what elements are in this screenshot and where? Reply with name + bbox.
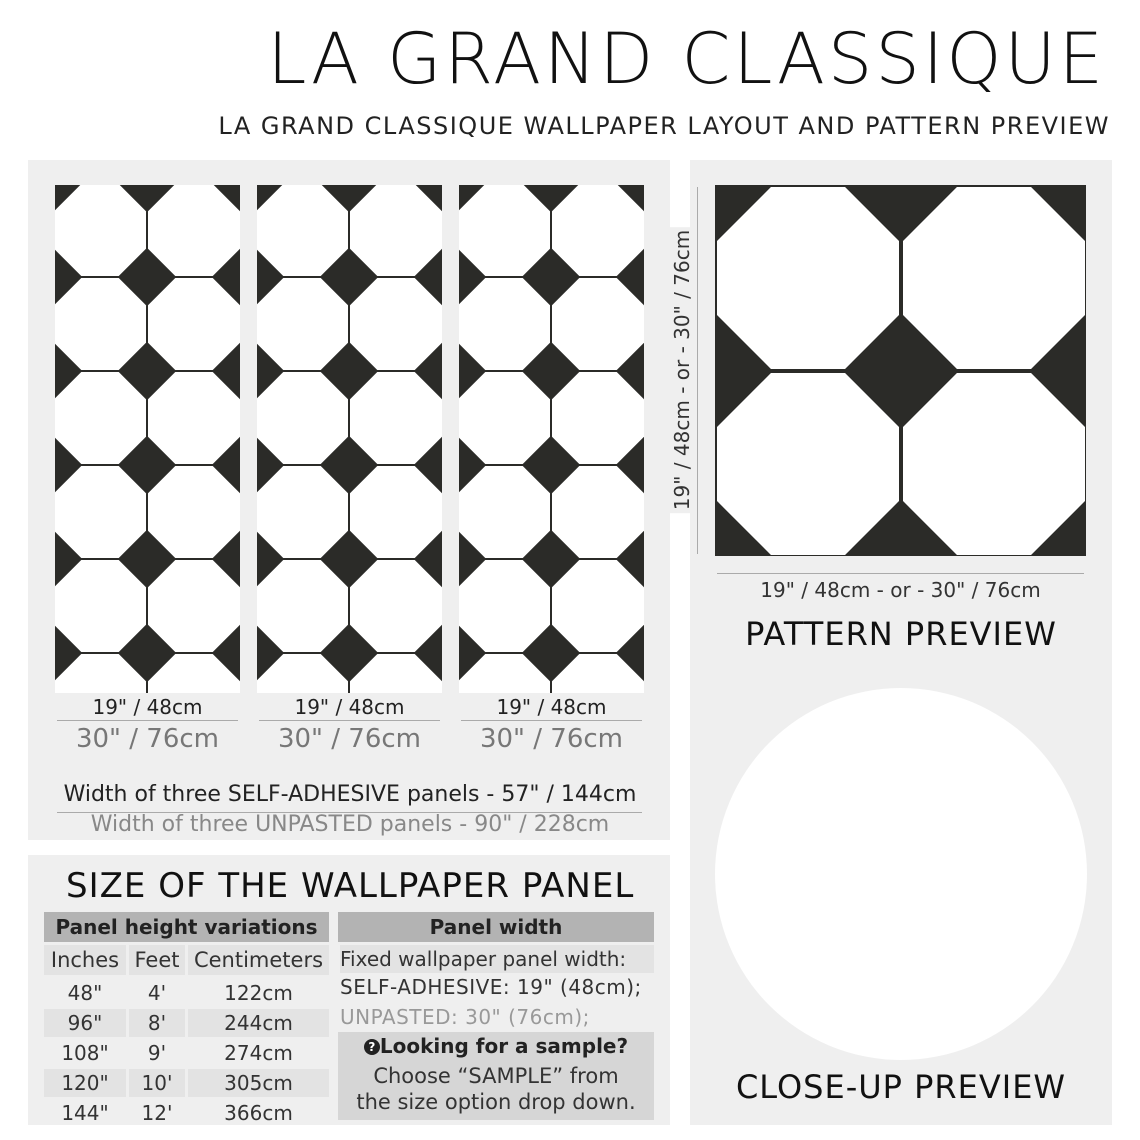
page-subtitle: LA GRAND CLASSIQUE WALLPAPER LAYOUT AND PATTERN PREVIEW (218, 112, 1110, 140)
octagon-tile (257, 466, 348, 558)
horizontal-dim-line (717, 573, 1084, 574)
octagon-tile (257, 185, 348, 276)
wallpaper-panel-2 (257, 185, 442, 693)
panel-self-adhesive-width: 19" / 48cm (496, 695, 607, 719)
height-table-cell: 366cm (224, 1101, 293, 1125)
width-line-fixed: Fixed wallpaper panel width: (340, 945, 654, 973)
height-table-cell: 96" (44, 1009, 126, 1037)
panel-self-adhesive-width: 19" / 48cm (92, 695, 203, 719)
unpasted-total-width: Width of three UNPASTED panels - 90" / 228cm (90, 812, 610, 837)
octagon-tile (459, 278, 550, 370)
octagon-tile (350, 185, 442, 276)
dim-line (259, 720, 440, 721)
height-table-cell: 48" (67, 981, 103, 1005)
octagon-tile (903, 187, 1085, 369)
pattern-preview-label: PATTERN PREVIEW (745, 615, 1057, 653)
height-table-cell: 144" (61, 1101, 109, 1125)
vertical-dim-line (697, 187, 698, 554)
octagon-tile (257, 372, 348, 464)
octagon-tile (350, 278, 442, 370)
octagon-tile (717, 373, 899, 555)
height-table-header: Panel height variations (44, 912, 329, 942)
height-table-cell: 12' (141, 1101, 173, 1125)
octagon-tile (55, 466, 146, 558)
octagon-tile (350, 466, 442, 558)
width-box-header: Panel width (338, 912, 654, 942)
octagon-tile (552, 466, 644, 558)
height-table-cell: 9' (147, 1041, 167, 1065)
wallpaper-panel-3 (459, 185, 644, 693)
col-header-inches: Inches (44, 945, 126, 975)
octagon-tile (55, 278, 146, 370)
height-table-cell: 305cm (188, 1069, 329, 1097)
octagon-tile (148, 372, 240, 464)
octagon-tile (552, 560, 644, 652)
height-table-cell: 4' (147, 981, 167, 1005)
panel-unpasted-width: 30" / 76cm (277, 724, 422, 754)
sample-title-text: Looking for a sample? (379, 1034, 629, 1058)
octagon-tile (459, 372, 550, 464)
height-table-cell: 244cm (188, 1009, 329, 1037)
self-adhesive-total-width: Width of three SELF-ADHESIVE panels - 57" / 144cm (63, 782, 637, 807)
height-table-cell: 108" (61, 1041, 109, 1065)
panel-self-adhesive-width: 19" / 48cm (294, 695, 405, 719)
wallpaper-panel-1 (55, 185, 240, 693)
col-header-feet: Feet (129, 945, 185, 975)
height-table-cell: 274cm (224, 1041, 293, 1065)
closeup-preview-circle (715, 688, 1087, 1060)
closeup-preview-label: CLOSE-UP PREVIEW (735, 1068, 1067, 1106)
page-title: LA GRAND CLASSIQUE (267, 18, 1106, 100)
octagon-tile (350, 372, 442, 464)
octagon-tile (350, 560, 442, 652)
octagon-tile (552, 372, 644, 464)
width-line-unpasted: UNPASTED: 30" (76cm); (340, 1005, 590, 1029)
pattern-preview-tile (715, 185, 1086, 556)
horizontal-dim-label: 19" / 48cm - or - 30" / 76cm (760, 578, 1041, 602)
octagon-tile (459, 560, 550, 652)
octagon-tile (459, 185, 550, 276)
height-table-cell: 8' (129, 1009, 185, 1037)
col-header-centimeters: Centimeters (188, 945, 329, 975)
width-line-self-adhesive: SELF-ADHESIVE: 19" (48cm); (340, 975, 642, 999)
octagon-tile (552, 278, 644, 370)
size-section-title: SIZE OF THE WALLPAPER PANEL (66, 866, 635, 906)
octagon-tile (903, 373, 1085, 555)
sample-line-2: the size option drop down. (356, 1090, 636, 1114)
height-table-cell: 10' (129, 1069, 185, 1097)
octagon-tile (148, 278, 240, 370)
vertical-dim-label: 19" / 48cm - or - 30" / 76cm (670, 227, 694, 513)
octagon-tile (55, 560, 146, 652)
sample-line-1: Choose “SAMPLE” from (373, 1064, 619, 1088)
octagon-tile (55, 185, 146, 276)
question-icon: ? (364, 1039, 380, 1055)
octagon-tile (148, 466, 240, 558)
octagon-tile (55, 372, 146, 464)
sample-title (338, 1034, 654, 1058)
octagon-tile (257, 560, 348, 652)
dim-line (461, 720, 642, 721)
panel-unpasted-width: 30" / 76cm (479, 724, 624, 754)
height-table-cell: 120" (44, 1069, 126, 1097)
octagon-tile (717, 187, 899, 369)
height-table-cell: 122cm (224, 981, 293, 1005)
octagon-tile (148, 560, 240, 652)
dim-line (57, 720, 238, 721)
octagon-tile (257, 278, 348, 370)
panel-unpasted-width: 30" / 76cm (75, 724, 220, 754)
octagon-tile (148, 185, 240, 276)
octagon-tile (459, 466, 550, 558)
octagon-tile (552, 185, 644, 276)
